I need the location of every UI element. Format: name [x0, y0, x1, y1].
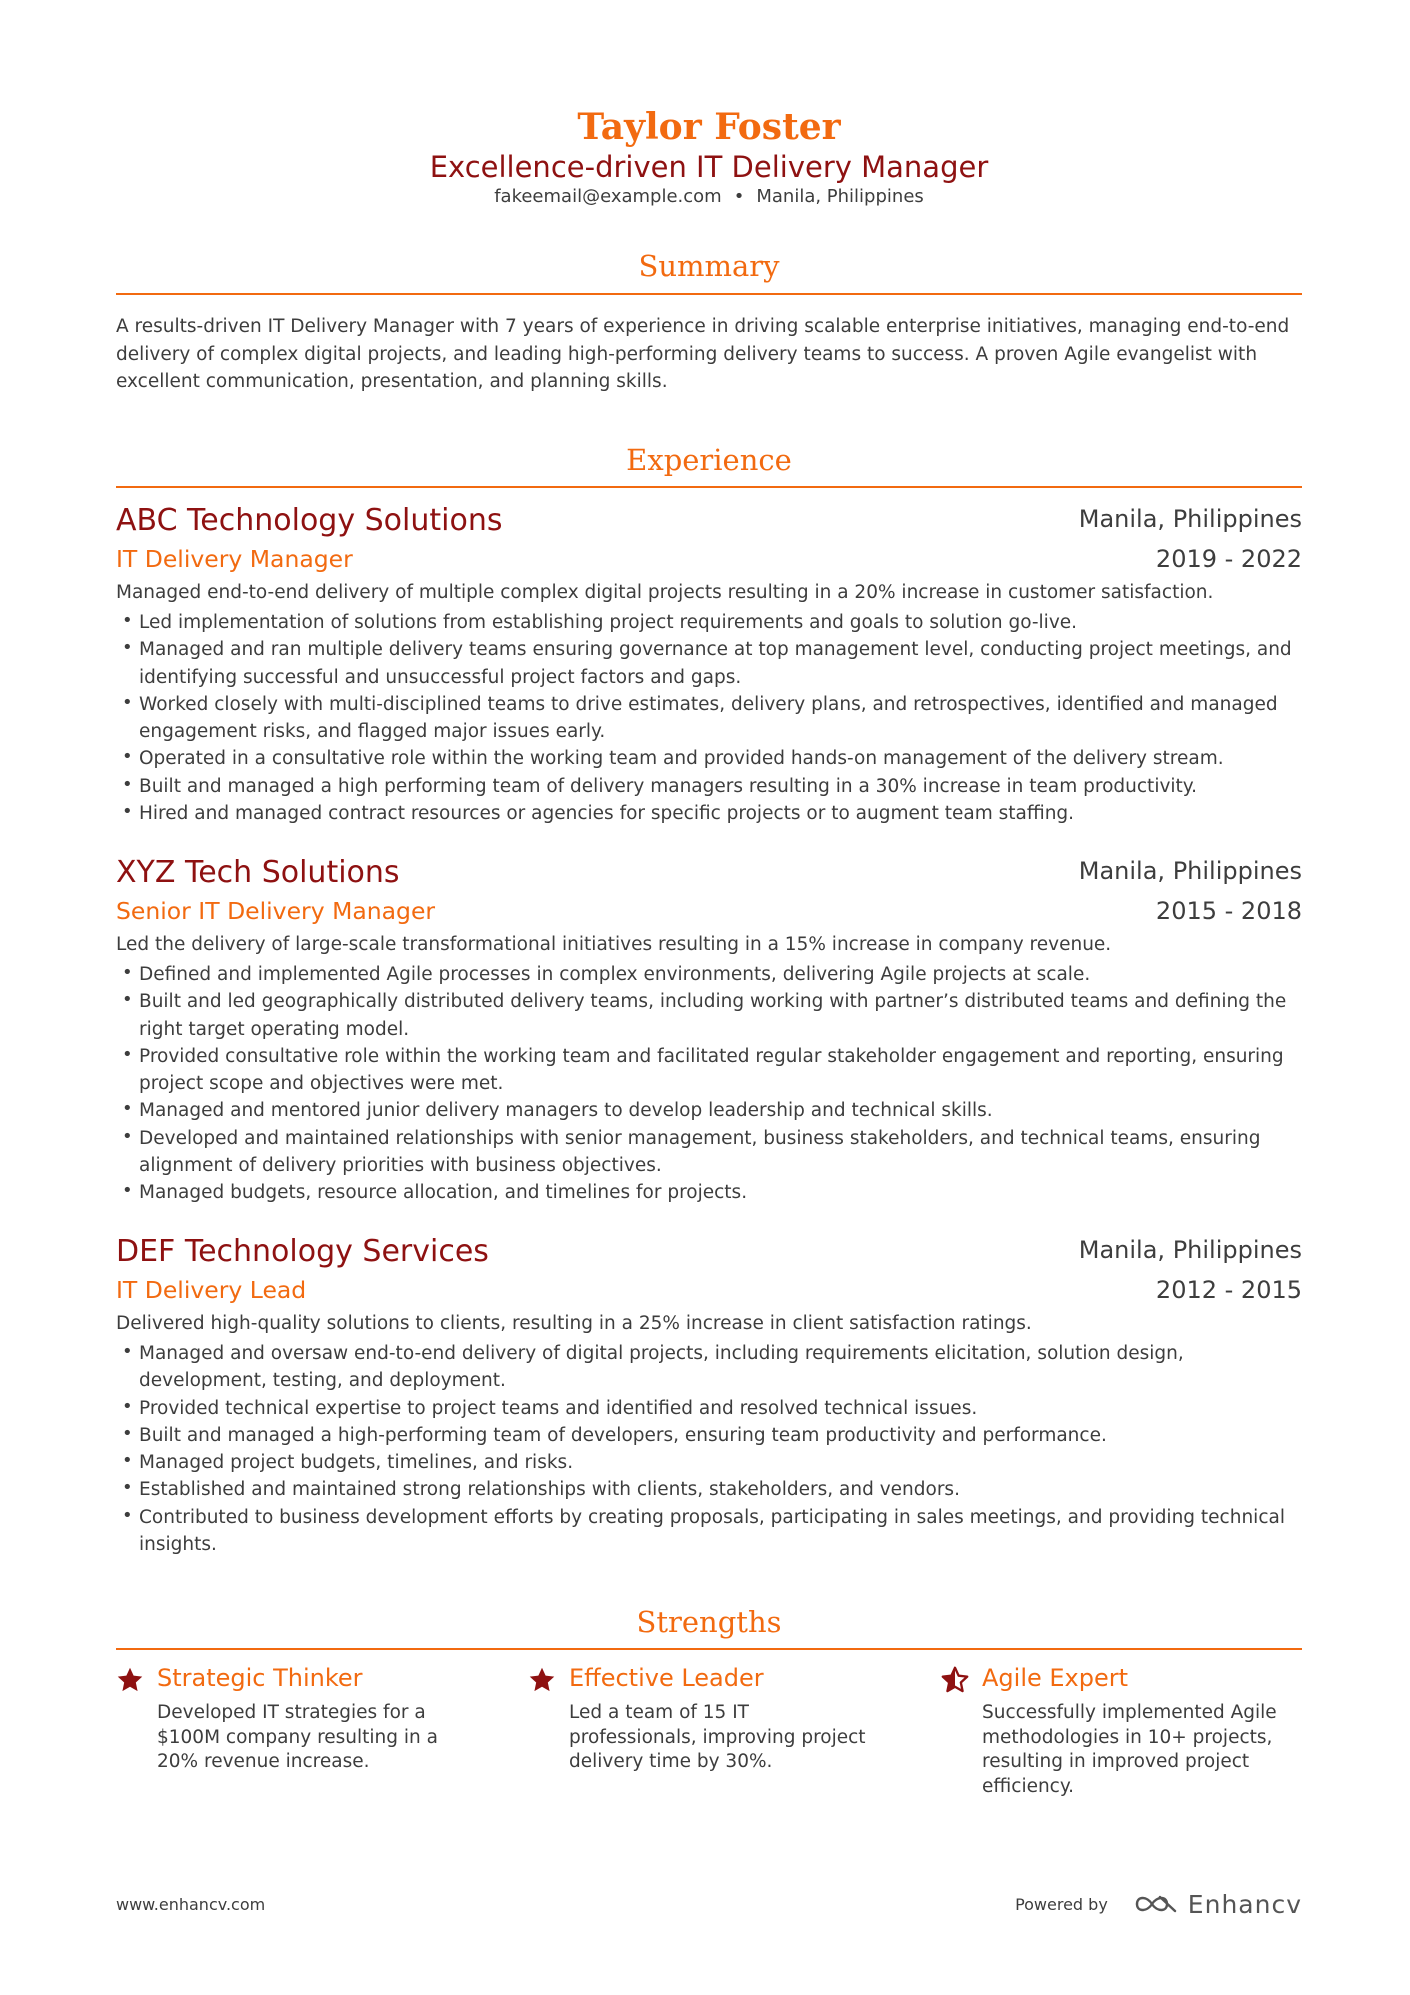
- job-bullets: [116, 961, 1302, 1207]
- job-bullets: [116, 1340, 1302, 1558]
- bullet-item: • Worked closely with multi-disciplined teams to drive estimates, delivery plans, and retrospectives, identified and managed engagement risks, and flagged major issues early.: [116, 691, 1302, 746]
- job-location: Manila, Philippines: [1078, 857, 1302, 885]
- job-dates: 2012 - 2015: [1155, 1276, 1302, 1304]
- summary-text: A results-driven IT Delivery Manager with 7 years of experience in driving scalable enterprise initiatives, managing end-to-end delivery of complex digital projects, and leading high-performing delivery teams to success. A proven Agile evangelist with excellent communication, presentation, and planning skills.: [116, 316, 1290, 392]
- strength-description: Successfully implemented Agile methodologies in 10+ projects, resulting in improved project efficiency.: [982, 1702, 1277, 1797]
- job-role: Senior IT Delivery Manager: [116, 897, 436, 925]
- job-dates: 2019 - 2022: [1155, 545, 1302, 573]
- job-role: IT Delivery Lead: [116, 1276, 307, 1304]
- enhancv-logo-icon[interactable]: [1134, 1891, 1178, 1917]
- contact-separator: •: [733, 186, 745, 207]
- job-description: Delivered high-quality solutions to clients, resulting in a 25% increase in client satisfaction ratings.: [116, 1313, 1032, 1334]
- brand-name[interactable]: Enhancv: [1187, 1889, 1302, 1919]
- bullet-item: • Managed and oversaw end-to-end delivery of digital projects, including requirements elicitation, solution design, development, testing, and deployment.: [116, 1340, 1302, 1395]
- strength-title: Strategic Thinker: [157, 1664, 363, 1692]
- bullet-item: • Led implementation of solutions from establishing project requirements and goals to solution go-live.: [116, 609, 1302, 636]
- strength-description: Led a team of 15 IT professionals, improving project delivery time by 30%.: [569, 1702, 866, 1772]
- email[interactable]: fakeemail@example.com: [494, 186, 722, 207]
- job-dates: 2015 - 2018: [1155, 897, 1302, 925]
- bullet-item: • Managed and ran multiple delivery teams ensuring governance at top management level, conducting project meetings, and identifying successful and unsuccessful project factors and gaps.: [116, 636, 1302, 691]
- summary-title: Summary: [638, 249, 780, 283]
- bullet-item: • Defined and implemented Agile processes in complex environments, delivering Agile projects at scale.: [116, 961, 1302, 988]
- job-entry: [116, 853, 1302, 1207]
- bullet-item: • Built and managed a high performing team of delivery managers resulting in a 30% increase in team productivity.: [116, 773, 1302, 800]
- bullet-item: • Built and led geographically distributed delivery teams, including working with partner’s distributed teams and defining the right target operating model.: [116, 988, 1302, 1043]
- experience-divider: [116, 486, 1302, 488]
- star-icon: [528, 1666, 556, 1694]
- experience-title: Experience: [626, 443, 792, 477]
- job-location: Manila, Philippines: [1078, 1236, 1302, 1264]
- job-description: Managed end-to-end delivery of multiple complex digital projects resulting in a 20% increase in customer satisfaction.: [116, 582, 1214, 603]
- powered-by-label: Powered by: [1015, 1894, 1108, 1914]
- job-bullets: [116, 609, 1302, 827]
- company-name: XYZ Tech Solutions: [116, 855, 400, 890]
- strength-title: Agile Expert: [982, 1664, 1129, 1692]
- bullet-item: • Built and managed a high-performing team of developers, ensuring team productivity and performance.: [116, 1422, 1302, 1449]
- star-icon: [116, 1666, 144, 1694]
- bullet-item: • Provided technical expertise to project teams and identified and resolved technical issues.: [116, 1395, 1302, 1422]
- footer-branding: [1015, 1887, 1302, 1921]
- bullet-item: • Operated in a consultative role within the working team and provided hands-on management of the delivery stream.: [116, 745, 1302, 772]
- bullet-item: • Hired and managed contract resources or agencies for specific projects or to augment team staffing.: [116, 800, 1302, 827]
- location: Manila, Philippines: [756, 186, 924, 207]
- footer-website[interactable]: www.enhancv.com: [116, 1895, 266, 1914]
- strength-description: Developed IT strategies for a $100M company resulting in a 20% revenue increase.: [157, 1702, 438, 1772]
- bullet-item: • Managed budgets, resource allocation, and timelines for projects.: [116, 1179, 1302, 1206]
- job-location: Manila, Philippines: [1078, 505, 1302, 533]
- candidate-name: Taylor Foster: [577, 106, 841, 148]
- half-star-icon: [941, 1666, 969, 1694]
- company-name: DEF Technology Services: [116, 1234, 489, 1269]
- strengths-divider: [116, 1648, 1302, 1650]
- job-entry: [116, 501, 1302, 827]
- company-name: ABC Technology Solutions: [116, 503, 503, 538]
- job-entry: [116, 1232, 1302, 1558]
- strength-title: Effective Leader: [569, 1664, 764, 1692]
- bullet-item: • Managed project budgets, timelines, and risks.: [116, 1449, 1302, 1476]
- bullet-item: • Contributed to business development efforts by creating proposals, participating in sales meetings, and providing technical insights.: [116, 1504, 1302, 1559]
- candidate-headline: Excellence-driven IT Delivery Manager: [429, 150, 989, 184]
- job-role: IT Delivery Manager: [116, 545, 353, 573]
- strengths-title: Strengths: [636, 1605, 782, 1639]
- bullet-item: • Established and maintained strong relationships with clients, stakeholders, and vendors.: [116, 1476, 1302, 1503]
- bullet-item: • Developed and maintained relationships with senior management, business stakeholders, and technical teams, ensuring alignment of delivery priorities with business objectives.: [116, 1125, 1302, 1180]
- contact-line: [116, 185, 1302, 209]
- job-description: Led the delivery of large-scale transformational initiatives resulting in a 15% increase in company revenue.: [116, 934, 1112, 955]
- bullet-item: • Provided consultative role within the working team and facilitated regular stakeholder engagement and reporting, ensuring project scope and objectives were met.: [116, 1043, 1302, 1098]
- bullet-item: • Managed and mentored junior delivery managers to develop leadership and technical skills.: [116, 1097, 1302, 1124]
- summary-divider: [116, 293, 1302, 295]
